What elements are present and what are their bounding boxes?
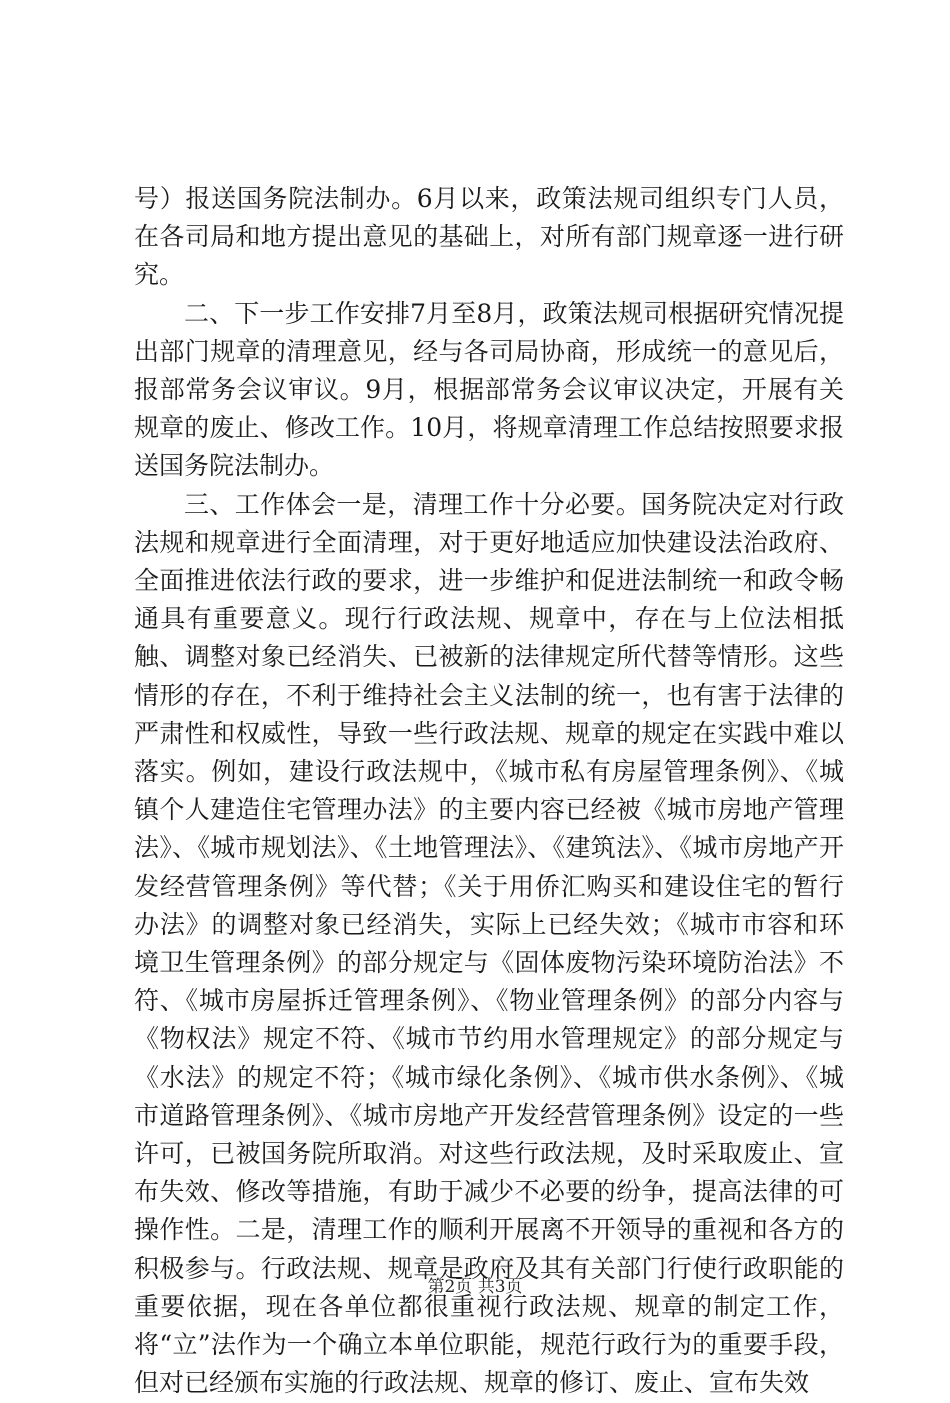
document-body: [134, 180, 844, 1403]
paragraph-experience: 三、工作体会一是，清理工作十分必要。国务院决定对行政法规和规章进行全面清理，对于更好地适应加快建设法治政府、全面推进依法行政的要求，进一步维护和促进法制统一和政令畅通具有重要意义。现行行政法规、规章中，存在与上位法相抵触、调整对象已经消失、已被新的法律规定所代替等情形。这些情形的存在，不利于维持社会主义法制的统一，也有害于法律的严肃性和权威性，导致一些行政法规、规章的规定在实践中难以落实。例如，建设行政法规中，《城市私有房屋管理条例》、《城镇个人建造住宅管理办法》的主要内容已经被《城市房地产管理法》、《城市规划法》、《土地管理法》、《建筑法》、《城市房地产开发经营管理条例》等代替；《关于用侨汇购买和建设住宅的暂行办法》的调整对象已经消失，实际上已经失效；《城市市容和环境卫生管理条例》的部分规定与《固体废物污染环境防治法》不符、《城市房屋拆迁管理条例》、《物业管理条例》的部分内容与《物权法》规定不符、《城市节约用水管理规定》的部分规定与《水法》的规定不符；《城市绿化条例》、《城市供水条例》、《城市道路管理条例》、《城市房地产开发经营管理条例》设定的一些许可，已被国务院所取消。对这些行政法规，及时采取废止、宣布失效、修改等措施，有助于减少不必要的纷争，提高法律的可操作性。二是，清理工作的顺利开展离不开领导的重视和各方的积极参与。行政法规、规章是政府及其有关部门行使行政职能的重要依据，现在各单位都很重视行政法规、规章的制定工作，将“立”法作为一个确立本单位职能，规范行政行为的重要手段，但对已经颁布实施的行政法规、规章的修订、废止、宣布失效: [134, 489, 844, 1398]
page-number-footer: 第2页 共3页: [427, 1277, 523, 1297]
paragraph-next-steps: 二、下一步工作安排7月至8月，政策法规司根据研究情况提出部门规章的清理意见，经与各司局协商，形成统一的意见后，报部常务会议审议。9月，根据部常务会议审议决定，开展有关规章的废止、修改工作。10月，将规章清理工作总结按照要求报送国务院法制办。: [134, 298, 844, 481]
paragraph-continuation: 号）报送国务院法制办。6月以来，政策法规司组织专门人员，在各司局和地方提出意见的基础上，对所有部门规章逐一进行研究。: [134, 184, 844, 290]
